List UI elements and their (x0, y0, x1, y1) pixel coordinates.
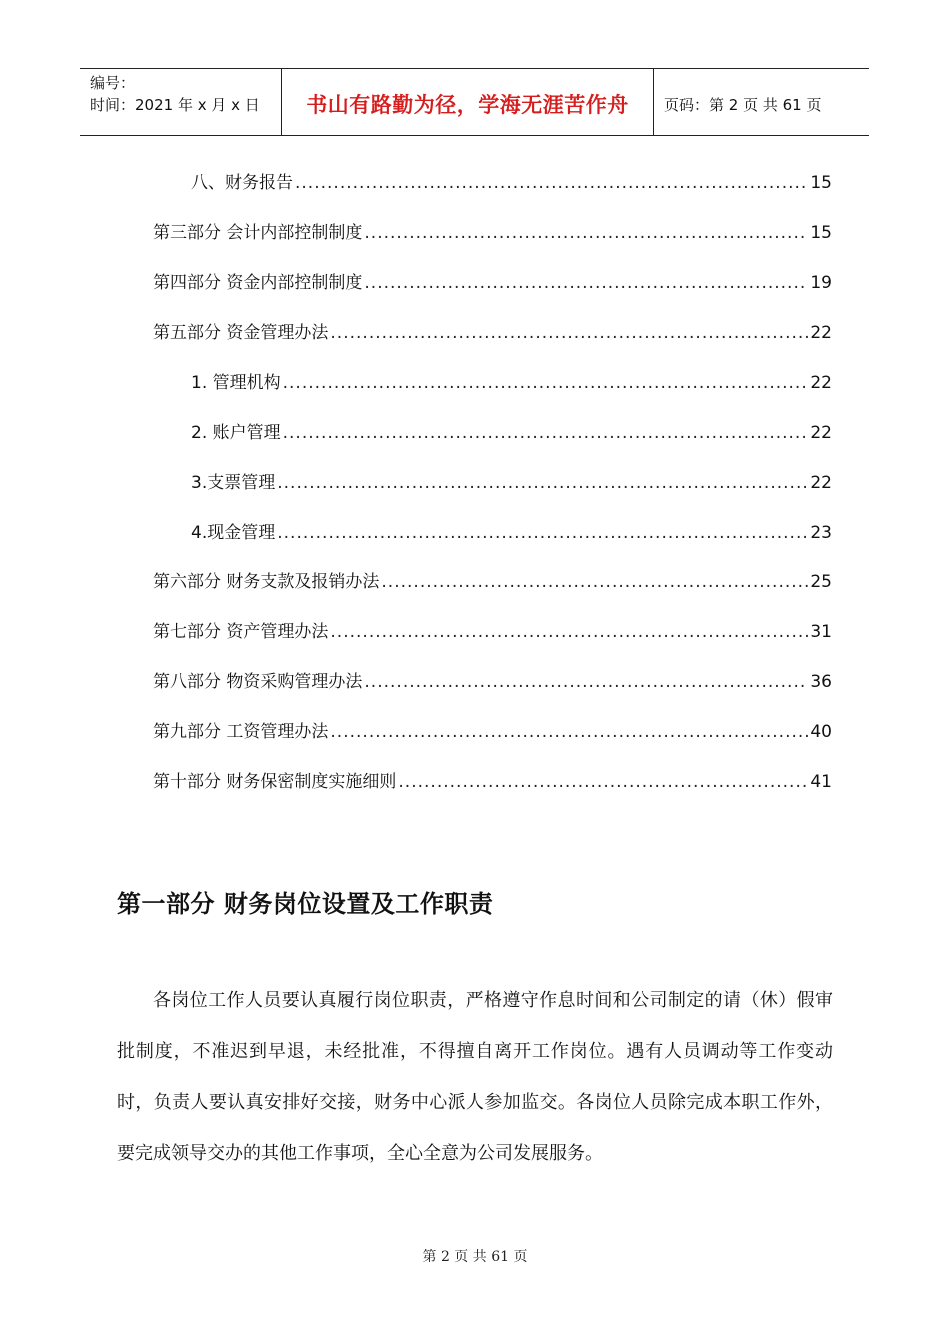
toc-entry-label: 第六部分 财务支款及报销办法 (153, 572, 380, 592)
toc-entry[interactable] (191, 371, 832, 395)
toc-entry-label: 第五部分 资金管理办法 (153, 323, 329, 343)
toc-leader-dots (283, 371, 809, 395)
document-number-label: 编号： (90, 74, 136, 92)
toc-leader-dots (398, 770, 808, 794)
toc-leader-dots (283, 421, 809, 445)
toc-entry[interactable] (153, 770, 832, 794)
toc-entry-page: 15 (810, 223, 832, 243)
toc-entry-page: 22 (810, 423, 832, 443)
toc-entry-label: 第八部分 物资采购管理办法 (153, 672, 363, 692)
toc-leader-dots (277, 471, 808, 495)
toc-entry-page: 25 (810, 572, 832, 592)
toc-entry-label: 1. 管理机构 (191, 373, 281, 393)
toc-entry-label: 八、财务报告 (191, 173, 293, 193)
toc-leader-dots (364, 670, 808, 694)
toc-entry-page: 22 (810, 373, 832, 393)
toc-entry[interactable] (191, 521, 832, 545)
toc-leader-dots (330, 620, 808, 644)
toc-entry-page: 40 (810, 722, 832, 742)
toc-entry-page: 22 (810, 473, 832, 493)
toc-entry-label: 4.现金管理 (191, 523, 276, 543)
document-date: 时间：2021 年 x 月 x 日 (90, 96, 260, 114)
toc-entry-label: 第十部分 财务保密制度实施细则 (153, 772, 397, 792)
toc-entry-label: 3.支票管理 (191, 473, 276, 493)
toc-leader-dots (330, 321, 808, 345)
toc-leader-dots (277, 521, 808, 545)
toc-entry[interactable] (153, 670, 832, 694)
toc-entry[interactable] (153, 271, 832, 295)
toc-entry[interactable] (191, 421, 832, 445)
toc-leader-dots (364, 221, 808, 245)
toc-entry[interactable] (153, 321, 832, 345)
toc-entry-page: 36 (810, 672, 832, 692)
toc-leader-dots (381, 570, 808, 594)
header-meta (80, 69, 282, 135)
toc-entry-label: 第七部分 资产管理办法 (153, 622, 329, 642)
page-footer: 第 2 页 共 61 页 (422, 1249, 528, 1265)
toc-entry-label: 第三部分 会计内部控制制度 (153, 223, 363, 243)
toc-entry[interactable] (153, 221, 832, 245)
toc-leader-dots (330, 720, 808, 744)
toc-entry-page: 23 (810, 523, 832, 543)
toc-entry[interactable] (153, 720, 832, 744)
toc-entry-page: 15 (810, 173, 832, 193)
toc-entry-label: 第四部分 资金内部控制制度 (153, 273, 363, 293)
header-motto: 书山有路勤为径，学海无涯苦作舟 (282, 69, 654, 135)
toc-entry-label: 第九部分 工资管理办法 (153, 722, 329, 742)
toc-entry[interactable] (153, 570, 832, 594)
page-header (80, 68, 869, 136)
toc-entry-label: 2. 账户管理 (191, 423, 281, 443)
toc-entry[interactable] (153, 620, 832, 644)
section-paragraph: 各岗位工作人员要认真履行岗位职责，严格遵守作息时间和公司制定的请（休）假审批制度，不准迟到早退，未经批准，不得擅自离开工作岗位。遇有人员调动等工作变动时，负责人要认真安排好交接，财务中心派人参加监交。各岗位人员除完成本职工作外，要完成领导交办的其他工作事项，全心全意为公司发展服务。 (117, 990, 833, 1164)
toc-entry-page: 19 (810, 273, 832, 293)
toc-entry[interactable] (191, 171, 832, 195)
toc-leader-dots (295, 171, 808, 195)
toc-entry[interactable] (191, 471, 832, 495)
header-page-info: 页码：第 2 页 共 61 页 (664, 95, 822, 114)
toc-entry-page: 41 (810, 772, 832, 792)
toc-entry-page: 22 (810, 323, 832, 343)
section-heading: 第一部分 财务岗位设置及工作职责 (117, 890, 494, 918)
toc-entry-page: 31 (810, 622, 832, 642)
toc-leader-dots (364, 271, 808, 295)
